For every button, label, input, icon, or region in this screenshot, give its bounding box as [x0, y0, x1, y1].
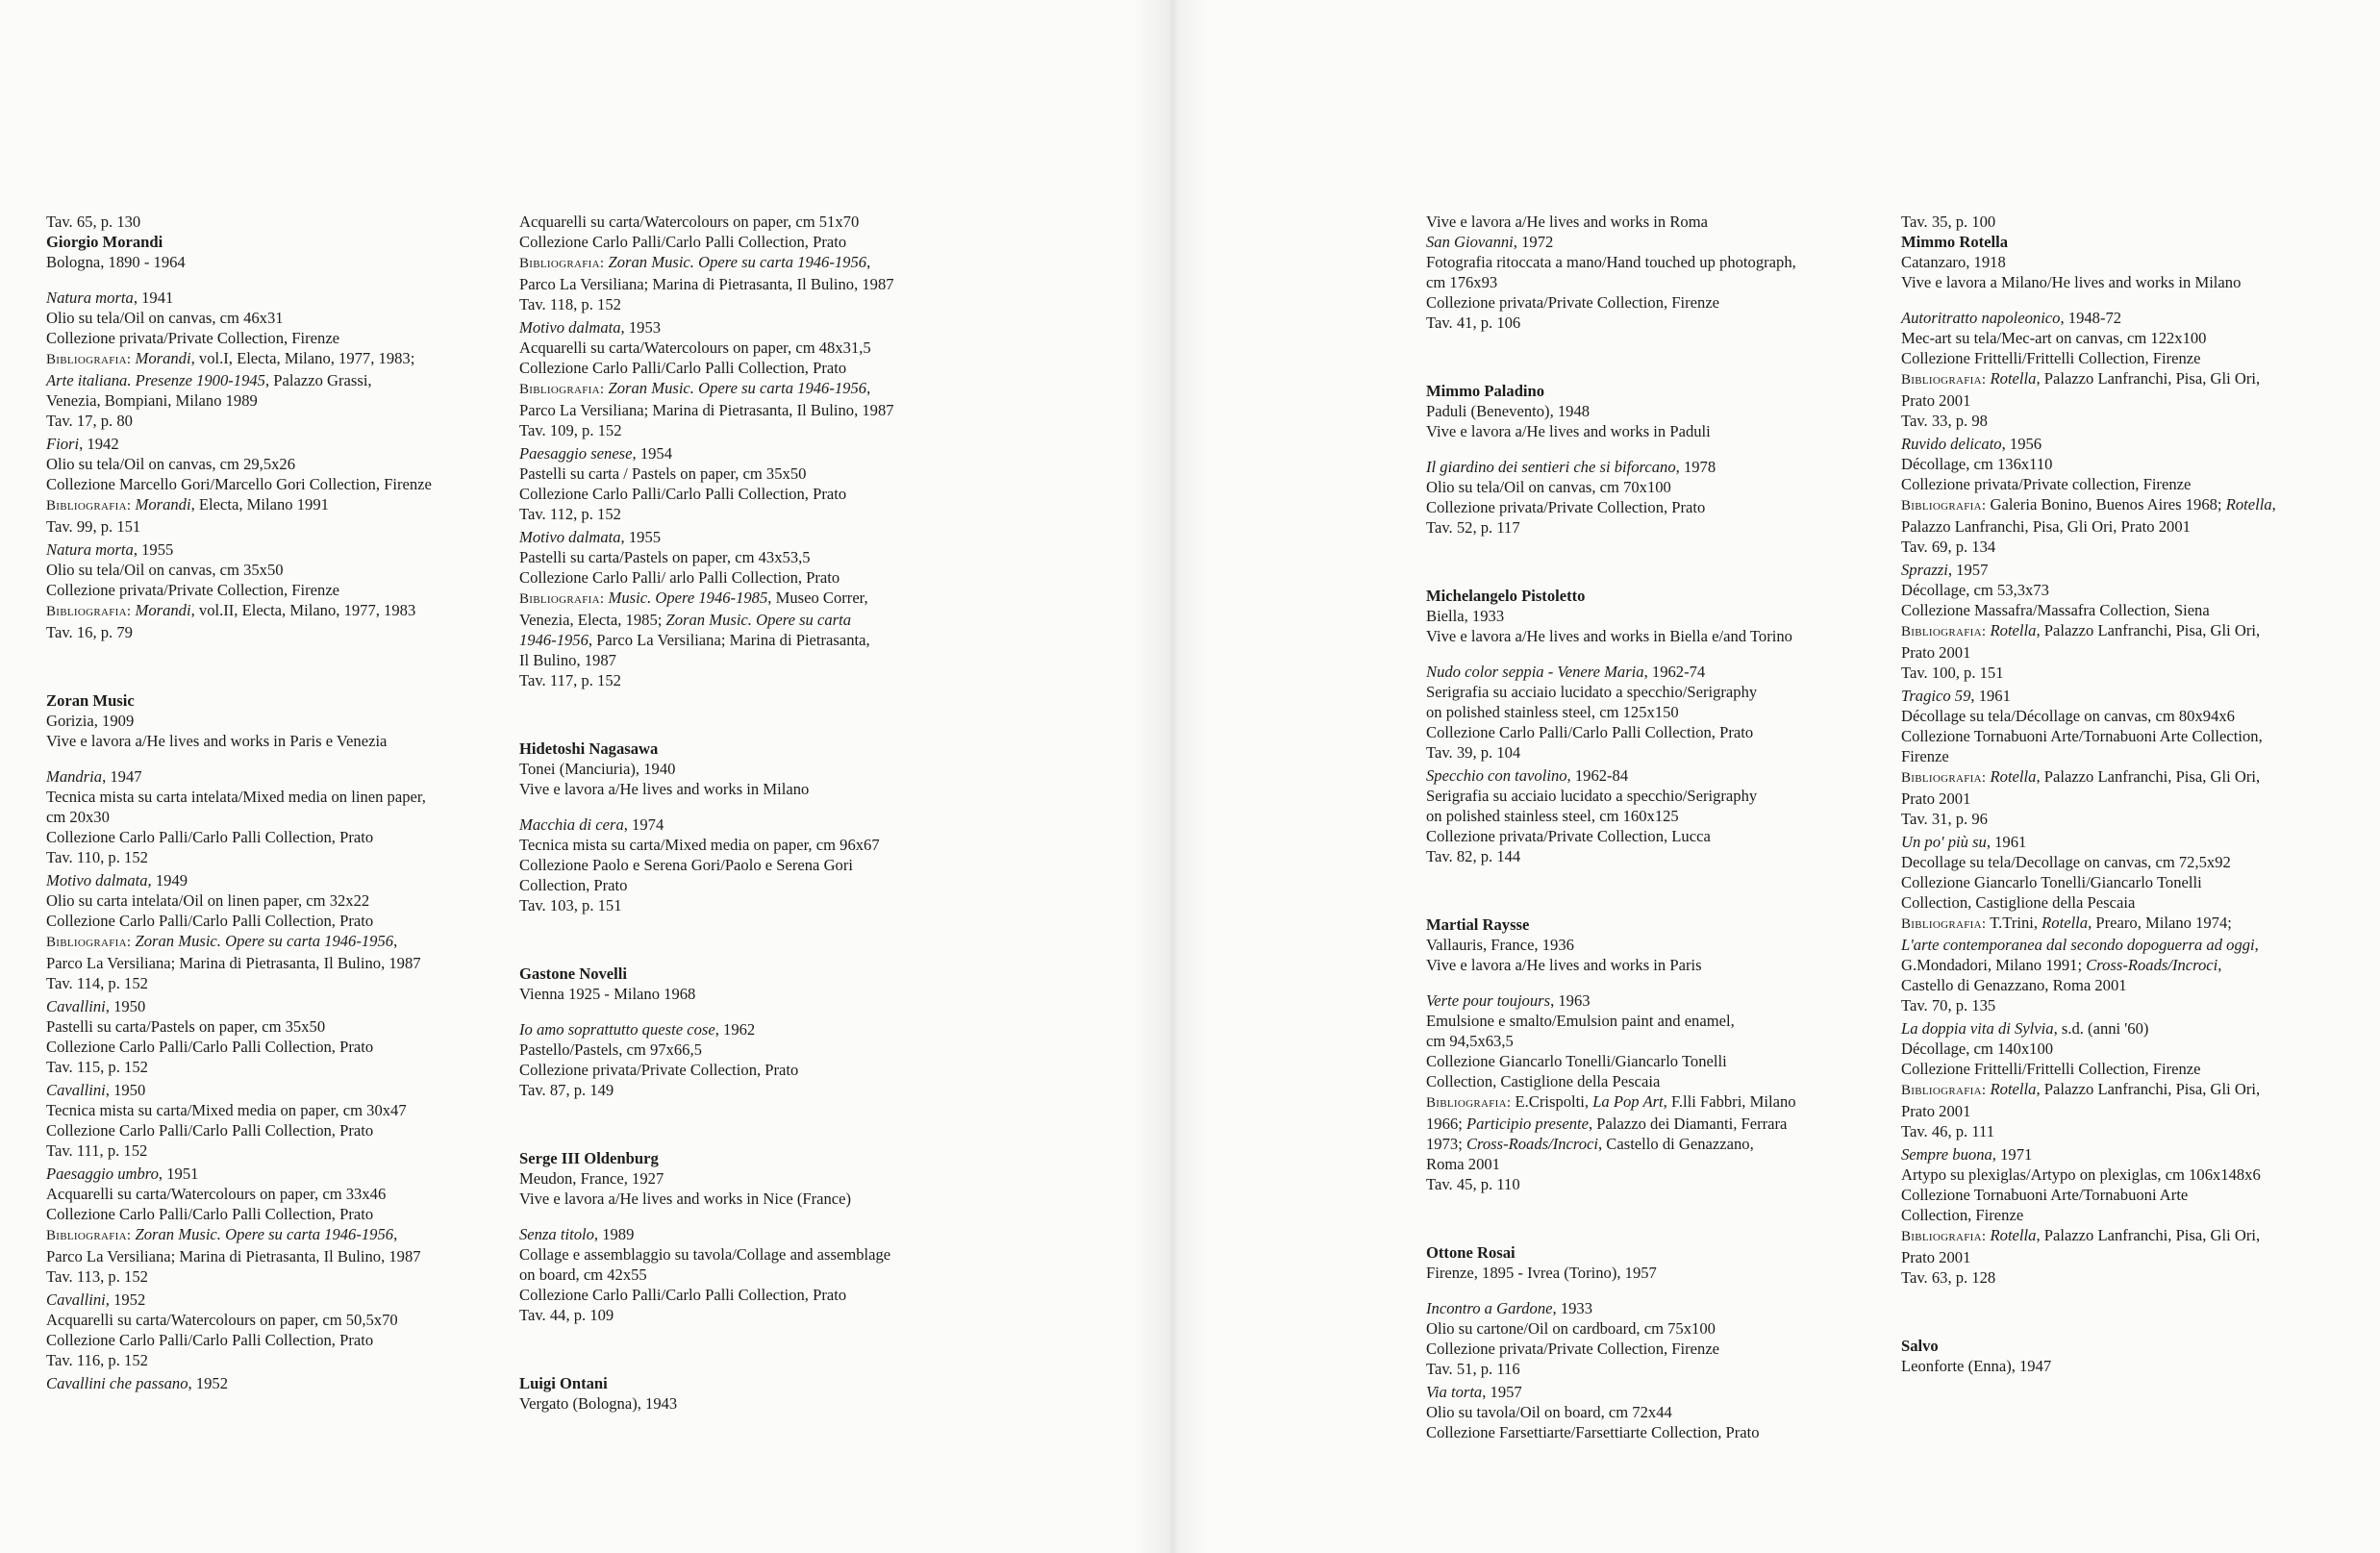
artwork-line: Vive e lavora a/He lives and works in Roma — [1426, 213, 1708, 231]
artwork-line: Fiori, 1942 — [46, 435, 119, 453]
artwork-entry — [1426, 457, 1878, 538]
artwork-line: Tav. 82, p. 144 — [1426, 847, 1521, 865]
artwork-line: Tav. 110, p. 152 — [46, 848, 148, 866]
artwork-line: Cavallini, 1950 — [46, 997, 146, 1015]
artwork-line: Collezione privata/Private Collection, Lucca — [1426, 827, 1711, 845]
artwork-line: Collection, Prato — [519, 876, 628, 894]
artwork-line: Prato 2001 — [1901, 391, 1971, 410]
artwork-line: Collection, Castiglione della Pescaia — [1426, 1072, 1661, 1090]
artwork-entry — [1426, 1382, 1878, 1442]
book-gutter — [1133, 0, 1210, 1553]
artwork-line: Collezione Massafra/Massafra Collection, Siena — [1901, 601, 2210, 619]
artwork-entry — [1426, 212, 1878, 333]
artist-name: Salvo — [1901, 1337, 1939, 1355]
artist-name: Ottone Rosai — [1426, 1243, 1516, 1262]
artwork-line: Collezione Tornabuoni Arte/Tornabuoni Arte — [1901, 1186, 2189, 1204]
artwork-line: Collection, Castiglione della Pescaia — [1901, 893, 2136, 912]
artist-info-line: Vive e lavora a/He lives and works in Paris — [1426, 956, 1702, 974]
artwork-line: Mandria, 1947 — [46, 767, 142, 786]
artwork-line: Tav. 45, p. 110 — [1426, 1175, 1520, 1193]
column-1 — [46, 212, 498, 1393]
artwork-line: Tav. 118, p. 152 — [519, 295, 621, 313]
artwork-entry — [519, 814, 971, 915]
artwork-line: Tav. 16, p. 79 — [46, 623, 133, 641]
artwork-line: Bibliografia: Morandi, Electa, Milano 1991 — [46, 495, 329, 513]
artwork-line: Motivo dalmata, 1955 — [519, 528, 662, 546]
artist-name: Luigi Ontani — [519, 1374, 608, 1392]
artist-name: Hidetoshi Nagasawa — [519, 739, 659, 758]
artwork-line: Venezia, Bompiani, Milano 1989 — [46, 391, 258, 410]
artwork-line: Olio su tavola/Oil on board, cm 72x44 — [1426, 1403, 1672, 1421]
artwork-line: Collezione Marcello Gori/Marcello Gori Collection, Firenze — [46, 475, 432, 493]
artist-entry — [519, 1148, 971, 1209]
artist-entry — [1426, 914, 1878, 975]
artwork-line: Natura morta, 1955 — [46, 540, 174, 559]
artwork-line: Emulsione e smalto/Emulsion paint and enamel, — [1426, 1012, 1735, 1030]
artwork-entry — [46, 766, 498, 867]
artwork-line: Prato 2001 — [1901, 789, 1971, 808]
artwork-line: on polished stainless steel, cm 160x125 — [1426, 807, 1679, 825]
artwork-line: Mec-art su tela/Mec-art on canvas, cm 122x100 — [1901, 329, 2207, 347]
artwork-line: Tav. 114, p. 152 — [46, 974, 148, 992]
artwork-line: Bibliografia: Rotella, Palazzo Lanfranchi, Pisa, Gli Ori, — [1901, 369, 2261, 388]
artwork-entry — [1901, 1018, 2353, 1141]
artwork-line: Bibliografia: Zoran Music. Opere su carta 1946-1956, — [519, 379, 871, 397]
artwork-entry — [46, 1080, 498, 1161]
artwork-line: Collezione Carlo Palli/Carlo Palli Collection, Prato — [46, 828, 374, 846]
artwork-line: Nudo color seppia - Venere Maria, 1962-74 — [1426, 663, 1706, 681]
artwork-entry — [519, 317, 971, 440]
column-3 — [1426, 212, 1878, 1442]
artwork-entry — [46, 996, 498, 1077]
artist-name: Serge III Oldenburg — [519, 1149, 659, 1167]
artist-entry — [1901, 212, 2353, 292]
artwork-line: Ruvido delicato, 1956 — [1901, 435, 2042, 453]
artist-name: Michelangelo Pistoletto — [1426, 587, 1586, 605]
artwork-line: Collezione privata/Private Collection, Firenze — [46, 329, 340, 347]
artwork-line: Collezione privata/Private Collection, Firenze — [1426, 1340, 1720, 1358]
artwork-line: Tav. 52, p. 117 — [1426, 518, 1520, 537]
artwork-line: Tecnica mista su carta/Mixed media on paper, cm 30x47 — [46, 1101, 407, 1119]
artwork-line: Tav. 99, p. 151 — [46, 517, 141, 536]
artwork-line: Olio su tela/Oil on canvas, cm 46x31 — [46, 309, 284, 327]
artwork-line: Tragico 59, 1961 — [1901, 687, 2011, 705]
artwork-line: Io amo soprattutto queste cose, 1962 — [519, 1020, 756, 1039]
artwork-line: Specchio con tavolino, 1962-84 — [1426, 766, 1629, 785]
artwork-line: Tav. 113, p. 152 — [46, 1267, 148, 1286]
artwork-entry — [1901, 832, 2353, 1015]
artwork-line: Tecnica mista su carta intelata/Mixed media on linen paper, — [46, 788, 426, 806]
artist-entry — [519, 739, 971, 799]
artwork-line: Acquarelli su carta/Watercolours on paper, cm 51x70 — [519, 213, 860, 231]
artwork-line: Parco La Versiliana; Marina di Pietrasanta, Il Bulino, 1987 — [519, 275, 894, 293]
artwork-line: Il giardino dei sentieri che si biforcano, 1978 — [1426, 458, 1716, 476]
artwork-line: Tav. 63, p. 128 — [1901, 1268, 1996, 1287]
artist-info-line: Vallauris, France, 1936 — [1426, 936, 1574, 954]
artwork-entry — [1901, 434, 2353, 557]
artist-entry — [1901, 1336, 2353, 1376]
artist-entry — [519, 964, 971, 1004]
artwork-line: Artypo su plexiglas/Artypo on plexiglas, cm 106x148x6 — [1901, 1165, 2261, 1184]
artwork-line: Sprazzi, 1957 — [1901, 561, 1989, 579]
artwork-line: Macchia di cera, 1974 — [519, 815, 664, 834]
artist-name: Martial Raysse — [1426, 915, 1530, 934]
artwork-line: Acquarelli su carta/Watercolours on paper, cm 48x31,5 — [519, 338, 871, 357]
artwork-line: Pastelli su carta/Pastels on paper, cm 43x53,5 — [519, 548, 811, 566]
artwork-line: Tav. 44, p. 109 — [519, 1306, 614, 1324]
artist-info-line: Meudon, France, 1927 — [519, 1169, 664, 1188]
artwork-line: Firenze — [1901, 747, 1949, 765]
artwork-line: Bibliografia: Zoran Music. Opere su carta 1946-1956, — [46, 932, 398, 950]
artwork-line: Bibliografia: Rotella, Palazzo Lanfranchi, Pisa, Gli Ori, — [1901, 621, 2261, 639]
artwork-line: Tav. 39, p. 104 — [1426, 743, 1521, 762]
artwork-line: cm 176x93 — [1426, 273, 1498, 291]
artwork-line: Paesaggio senese, 1954 — [519, 444, 672, 463]
artwork-line: Tav. 115, p. 152 — [46, 1058, 148, 1076]
artwork-line: Bibliografia: Rotella, Palazzo Lanfranchi, Pisa, Gli Ori, — [1901, 1080, 2261, 1098]
artwork-line: Venezia, Electa, 1985; Zoran Music. Opere su carta — [519, 611, 852, 629]
artwork-line: Collezione Giancarlo Tonelli/Giancarlo Tonelli — [1426, 1052, 1727, 1070]
artwork-entry — [519, 527, 971, 690]
artwork-line: Un po' più su, 1961 — [1901, 833, 2027, 851]
artist-name: Mimmo Rotella — [1901, 233, 2009, 251]
artwork-line: Collezione Carlo Palli/Carlo Palli Collection, Prato — [46, 1331, 374, 1349]
artist-entry — [1426, 381, 1878, 441]
artwork-line: Décollage, cm 53,3x73 — [1901, 581, 2049, 599]
artwork-line: Collezione Carlo Palli/Carlo Palli Collection, Prato — [519, 233, 847, 251]
artwork-line: Bibliografia: T.Trini, Rotella, Prearo, Milano 1974; — [1901, 914, 2232, 932]
artwork-line: Il Bulino, 1987 — [519, 651, 616, 669]
artwork-line: Motivo dalmata, 1953 — [519, 318, 662, 337]
artwork-line: G.Mondadori, Milano 1991; Cross-Roads/Incroci, — [1901, 956, 2222, 974]
artwork-entry — [46, 870, 498, 993]
artwork-line: Olio su tela/Oil on canvas, cm 35x50 — [46, 561, 284, 579]
artwork-line: Collezione Carlo Palli/Carlo Palli Collection, Prato — [519, 359, 847, 377]
artwork-entry — [519, 1224, 971, 1325]
artist-info-line: Gorizia, 1909 — [46, 712, 135, 730]
artwork-line: Tav. 33, p. 98 — [1901, 412, 1988, 430]
artwork-entry — [1901, 308, 2353, 431]
artist-info-line: Tav. 65, p. 130 — [46, 213, 141, 231]
artwork-line: Parco La Versiliana; Marina di Pietrasanta, Il Bulino, 1987 — [46, 954, 421, 972]
artwork-line: Olio su cartone/Oil on cardboard, cm 75x100 — [1426, 1319, 1716, 1338]
artist-info-line: Vive e lavora a/He lives and works in Milano — [519, 780, 810, 798]
artwork-line: Serigrafia su acciaio lucidato a specchio/Serigraphy — [1426, 787, 1758, 805]
artwork-entry — [46, 1290, 498, 1370]
artwork-line: Collezione privata/Private Collection, Firenze — [46, 581, 340, 599]
artwork-line: Serigrafia su acciaio lucidato a specchio/Serigraphy — [1426, 683, 1758, 701]
artwork-line: Collezione Tornabuoni Arte/Tornabuoni Arte Collection, — [1901, 727, 2263, 745]
artwork-line: Collezione privata/Private Collection, Firenze — [1426, 293, 1720, 312]
artwork-line: Collezione Carlo Palli/ arlo Palli Collection, Prato — [519, 568, 840, 587]
artwork-line: Fotografia ritoccata a mano/Hand touched up photograph, — [1426, 253, 1796, 271]
artwork-entry — [1426, 990, 1878, 1194]
artwork-line: Collezione Carlo Palli/Carlo Palli Collection, Prato — [46, 1038, 374, 1056]
artwork-line: San Giovanni, 1972 — [1426, 233, 1554, 251]
artwork-line: Decollage su tela/Decollage on canvas, cm 72,5x92 — [1901, 853, 2231, 871]
artist-name: Giorgio Morandi — [46, 233, 163, 251]
artwork-line: Olio su carta intelata/Oil on linen paper, cm 32x22 — [46, 891, 370, 910]
artwork-line: Collage e assemblaggio su tavola/Collage and assemblage — [519, 1245, 891, 1264]
artwork-line: Collezione privata/Private Collection, Prato — [1426, 498, 1706, 516]
artwork-line: Arte italiana. Presenze 1900-1945, Palazzo Grassi, — [46, 371, 372, 389]
artwork-line: on board, cm 42x55 — [519, 1265, 647, 1284]
artwork-line: Bibliografia: Zoran Music. Opere su carta 1946-1956, — [519, 253, 871, 271]
artwork-line: Olio su tela/Oil on canvas, cm 29,5x26 — [46, 455, 296, 473]
artwork-line: Tav. 100, p. 151 — [1901, 664, 2004, 682]
artist-info-line: Tonei (Manciuria), 1940 — [519, 760, 676, 778]
artwork-line: 1973; Cross-Roads/Incroci, Castello di Genazzano, — [1426, 1135, 1754, 1153]
artist-entry — [519, 1373, 971, 1414]
artwork-line: Tav. 70, p. 135 — [1901, 996, 1996, 1014]
artwork-line: Collezione Farsettiarte/Farsettiarte Collection, Prato — [1426, 1423, 1760, 1441]
column-4 — [1901, 212, 2353, 1376]
artwork-line: Collezione Giancarlo Tonelli/Giancarlo Tonelli — [1901, 873, 2202, 891]
artwork-line: Tav. 117, p. 152 — [519, 671, 621, 689]
artwork-line: Prato 2001 — [1901, 643, 1971, 662]
artwork-line: Collezione Paolo e Serena Gori/Paolo e Serena Gori — [519, 856, 853, 874]
artwork-entry — [46, 1164, 498, 1287]
artwork-line: Décollage su tela/Décollage on canvas, cm 80x94x6 — [1901, 707, 2235, 725]
artwork-line: Tav. 46, p. 111 — [1901, 1122, 1995, 1140]
artwork-entry — [1426, 765, 1878, 866]
artwork-line: Bibliografia: Rotella, Palazzo Lanfranchi, Pisa, Gli Ori, — [1901, 1226, 2261, 1244]
artwork-entry — [519, 443, 971, 524]
artwork-entry — [46, 539, 498, 642]
artwork-line: Tav. 111, p. 152 — [46, 1141, 148, 1160]
artist-name: Zoran Music — [46, 691, 135, 710]
artwork-line: Tav. 51, p. 116 — [1426, 1360, 1520, 1378]
artwork-line: Décollage, cm 140x100 — [1901, 1040, 2054, 1058]
artwork-entry — [1901, 1144, 2353, 1288]
artwork-line: Tav. 103, p. 151 — [519, 896, 622, 914]
artwork-line: Motivo dalmata, 1949 — [46, 871, 188, 889]
artwork-line: Tav. 112, p. 152 — [519, 505, 621, 523]
artist-info-line: Paduli (Benevento), 1948 — [1426, 402, 1591, 420]
artwork-line: Collezione Carlo Palli/Carlo Palli Collection, Prato — [46, 1205, 374, 1223]
artwork-line: Acquarelli su carta/Watercolours on paper, cm 50,5x70 — [46, 1311, 398, 1329]
artwork-line: Incontro a Gardone, 1933 — [1426, 1299, 1592, 1317]
artwork-line: Palazzo Lanfranchi, Pisa, Gli Ori, Prato 2001 — [1901, 517, 2191, 536]
artwork-line: Bibliografia: Morandi, vol.II, Electa, Milano, 1977, 1983 — [46, 601, 416, 619]
artwork-line: Bibliografia: Music. Opere 1946-1985, Museo Correr, — [519, 589, 868, 607]
artwork-line: Tav. 17, p. 80 — [46, 412, 133, 430]
artist-info-line: Firenze, 1895 - Ivrea (Torino), 1957 — [1426, 1264, 1657, 1282]
artwork-line: Olio su tela/Oil on canvas, cm 70x100 — [1426, 478, 1671, 496]
artwork-line: L'arte contemporanea dal secondo dopoguerra ad oggi, — [1901, 936, 2259, 954]
artwork-entry — [46, 434, 498, 537]
artwork-line: Tav. 87, p. 149 — [519, 1081, 614, 1099]
artwork-line: on polished stainless steel, cm 125x150 — [1426, 703, 1679, 721]
artwork-line: Tav. 41, p. 106 — [1426, 313, 1521, 332]
column-2 — [519, 212, 971, 1414]
artwork-line: Collezione Frittelli/Frittelli Collection, Firenze — [1901, 1060, 2201, 1078]
artwork-line: Via torta, 1957 — [1426, 1383, 1522, 1401]
artist-info-line: Vienna 1925 - Milano 1968 — [519, 985, 696, 1003]
artwork-line: Cavallini, 1952 — [46, 1290, 146, 1309]
artwork-line: Acquarelli su carta/Watercolours on paper, cm 33x46 — [46, 1185, 387, 1203]
artwork-line: Collezione Carlo Palli/Carlo Palli Collection, Prato — [46, 1121, 374, 1140]
artwork-line: Roma 2001 — [1426, 1155, 1500, 1173]
artist-entry — [1426, 586, 1878, 646]
artwork-line: Prato 2001 — [1901, 1248, 1971, 1266]
artwork-line: Bibliografia: Zoran Music. Opere su carta 1946-1956, — [46, 1225, 398, 1243]
artwork-line: Bibliografia: E.Crispolti, La Pop Art, F.lli Fabbri, Milano — [1426, 1092, 1796, 1111]
artwork-line: Senza titolo, 1989 — [519, 1225, 635, 1243]
artwork-line: Tav. 31, p. 96 — [1901, 810, 1988, 828]
artwork-line: Tav. 116, p. 152 — [46, 1351, 148, 1369]
artist-name: Gastone Novelli — [519, 964, 627, 983]
artwork-line: Bibliografia: Morandi, vol.I, Electa, Milano, 1977, 1983; — [46, 349, 415, 367]
artwork-line: Pastelli su carta / Pastels on paper, cm 35x50 — [519, 464, 807, 483]
artwork-line: Tecnica mista su carta/Mixed media on paper, cm 96x67 — [519, 836, 880, 854]
artwork-line: Collezione Frittelli/Frittelli Collection, Firenze — [1901, 349, 2201, 367]
artwork-line: Collezione Carlo Palli/Carlo Palli Collection, Prato — [1426, 723, 1754, 741]
artist-info-line: Vive e lavora a Milano/He lives and works in Milano — [1901, 273, 2242, 291]
artist-info-line: Biella, 1933 — [1426, 607, 1505, 625]
artwork-line: cm 20x30 — [46, 808, 110, 826]
artwork-line: cm 94,5x63,5 — [1426, 1032, 1514, 1050]
artwork-entry — [1901, 686, 2353, 829]
artist-info-line: Vive e lavora a/He lives and works in Nice (France) — [519, 1190, 852, 1208]
artwork-entry — [1426, 662, 1878, 763]
artwork-line: La doppia vita di Sylvia, s.d. (anni '60) — [1901, 1019, 2149, 1038]
artwork-line: Collezione privata/Private collection, Firenze — [1901, 475, 2192, 493]
artwork-line: Verte pour toujours, 1963 — [1426, 991, 1591, 1010]
artist-info-line: Bologna, 1890 - 1964 — [46, 253, 186, 271]
artwork-line: Bibliografia: Rotella, Palazzo Lanfranchi, Pisa, Gli Ori, — [1901, 767, 2261, 786]
artwork-entry — [519, 1019, 971, 1100]
artist-entry — [1426, 1242, 1878, 1283]
artwork-line: Castello di Genazzano, Roma 2001 — [1901, 976, 2127, 994]
artist-info-line: Leonforte (Enna), 1947 — [1901, 1357, 2052, 1375]
artwork-entry — [519, 212, 971, 314]
artwork-line: Natura morta, 1941 — [46, 288, 174, 307]
artwork-line: Collezione Carlo Palli/Carlo Palli Collection, Prato — [519, 1286, 847, 1304]
artwork-line: Collezione Carlo Palli/Carlo Palli Collection, Prato — [519, 485, 847, 503]
artwork-entry — [46, 1373, 498, 1393]
artist-info-line: Vergato (Bologna), 1943 — [519, 1394, 678, 1413]
artist-info-line: Vive e lavora a/He lives and works in Biella e/and Torino — [1426, 627, 1792, 645]
artist-info-line: Catanzaro, 1918 — [1901, 253, 2006, 271]
artwork-line: 1966; Participio presente, Palazzo dei Diamanti, Ferrara — [1426, 1115, 1788, 1133]
artwork-line: Collezione privata/Private Collection, Prato — [519, 1061, 799, 1079]
artwork-line: Décollage, cm 136x110 — [1901, 455, 2053, 473]
artwork-line: Collezione Carlo Palli/Carlo Palli Collection, Prato — [46, 912, 374, 930]
artwork-line: Parco La Versiliana; Marina di Pietrasanta, Il Bulino, 1987 — [46, 1247, 421, 1265]
artwork-entry — [1426, 1298, 1878, 1379]
artist-info-line: Vive e lavora a/He lives and works in Paduli — [1426, 422, 1711, 440]
artwork-entry — [1901, 560, 2353, 683]
artwork-line: Bibliografia: Galeria Bonino, Buenos Aires 1968; Rotella, — [1901, 495, 2276, 513]
artwork-entry — [46, 288, 498, 431]
artwork-line: Cavallini che passano, 1952 — [46, 1374, 228, 1392]
artist-entry — [46, 690, 498, 751]
artwork-line: 1946-1956, Parco La Versiliana; Marina di Pietrasanta, — [519, 631, 870, 649]
artwork-line: Autoritratto napoleonico, 1948-72 — [1901, 309, 2122, 327]
artist-info-line: Tav. 35, p. 100 — [1901, 213, 1996, 231]
artwork-line: Parco La Versiliana; Marina di Pietrasanta, Il Bulino, 1987 — [519, 401, 894, 419]
artwork-line: Prato 2001 — [1901, 1102, 1971, 1120]
artwork-line: Tav. 109, p. 152 — [519, 421, 622, 439]
artwork-line: Pastelli su carta/Pastels on paper, cm 35x50 — [46, 1017, 326, 1036]
artist-name: Mimmo Paladino — [1426, 382, 1545, 400]
artwork-line: Cavallini, 1950 — [46, 1081, 146, 1099]
artwork-line: Pastello/Pastels, cm 97x66,5 — [519, 1040, 702, 1059]
artwork-line: Sempre buona, 1971 — [1901, 1145, 2033, 1164]
artwork-line: Paesaggio umbro, 1951 — [46, 1165, 199, 1183]
artwork-line: Tav. 69, p. 134 — [1901, 538, 1996, 556]
artwork-line: Collection, Firenze — [1901, 1206, 2024, 1224]
artist-info-line: Vive e lavora a/He lives and works in Paris e Venezia — [46, 732, 388, 750]
artist-entry — [46, 212, 498, 272]
